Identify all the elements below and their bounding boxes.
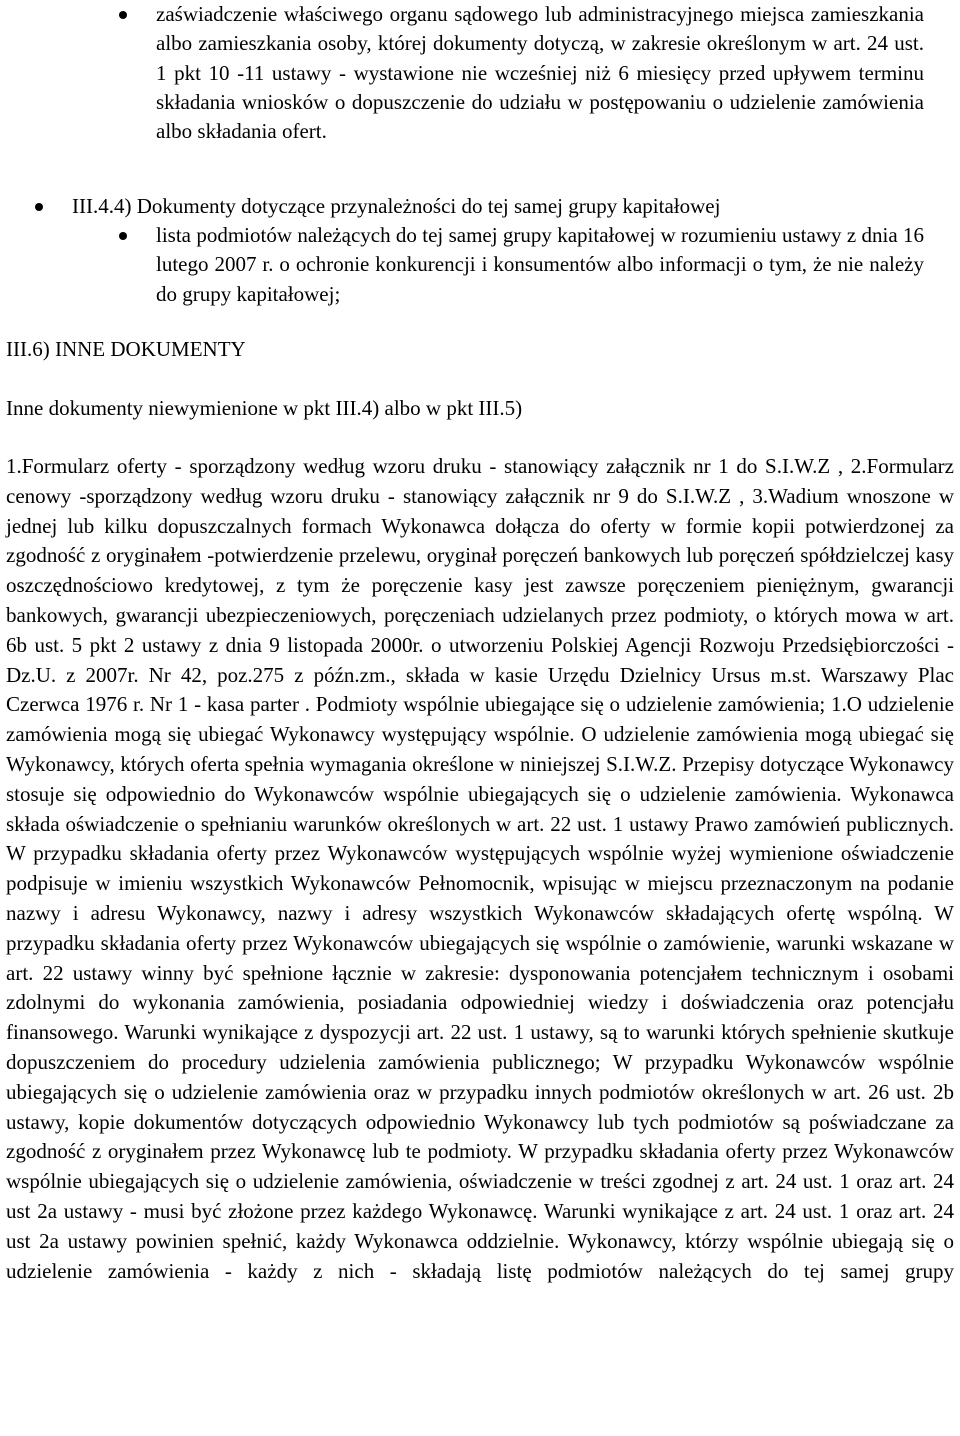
bullet-icon — [119, 11, 127, 19]
bullet-icon — [35, 203, 43, 211]
subheading-other-documents: Inne dokumenty niewymienione w pkt III.4) albo w pkt III.5) — [6, 396, 523, 420]
bullet-icon — [119, 232, 127, 240]
bullet-capital-group-list: lista podmiotów należących do tej samej grupy kapitałowej w rozumieniu ustawy z dnia 16 lutego 2007 r. o ochronie konkurencji i konsumentów albo informacji o tym, że nie należy do grupy kapitałowej; — [156, 223, 924, 306]
body-paragraph: 1.Formularz oferty - sporządzony według wzoru druku - stanowiący załącznik nr 1 do S.I.W.Z , 2.Formularz cenowy -sporządzony według wzoru druku - stanowiący załącznik nr 9 do S.I.W.Z , 3.Wadium wnoszone w jednej lub kilku dopuszczalnych formach Wykonawca dołącza do oferty w formie kopii potwierdzonej za zgodność z oryginałem -potwierdzenie przelewu, oryginał poręczeń bankowych lub poręczeń spółdzielczej kasy oszczędnościowo kredytowej, z tym że poręczenie kasy jest zawsze poręczeniem pieniężnym, gwarancji bankowych, gwarancji ubezpieczeniowych, poręczeniach udzielanych przez podmioty, o których mowa w art. 6b ust. 5 pkt 2 ustawy z dnia 9 listopada 2000r. o utworzeniu Polskiej Agencji Rozwoju Przedsiębiorczości -Dz.U. z 2007r. Nr 42, poz.275 z późn.zm., składa w kasie Urzędu Dzielnicy Ursus m.st. Warszawy Plac Czerwca 1976 r. Nr 1 - kasa parter . Podmioty wspólnie ubiegające się o udzielenie zamówienia; 1.O udzielenie zamówienia mogą się ubiegać Wykonawcy występujący wspólnie. O udzielenie zamówienia mogą ubiegać się Wykonawcy, których oferta spełnia wymagania określone w niniejszej S.I.W.Z. Przepisy dotyczące Wykonawcy stosuje się odpowiednio do Wykonawców wspólnie ubiegających się o udzielenie zamówienia. Wykonawca składa oświadczenie o spełnianiu warunków określonych w art. 22 ust. 1 ustawy Prawo zamówień publicznych. W przypadku składania oferty przez Wykonawców występujących wspólnie wyżej wymienione oświadczenie podpisuje w imieniu wszystkich Wykonawców Pełnomocnik, wpisując w miejscu przeznaczonym na podanie nazwy i adresu Wykonawcy, nazwy i adresy wszystkich Wykonawców składających ofertę wspólną. W przypadku składania oferty przez Wykonawców ubiegających się wspólnie o zamówienie, warunki wskazane w art. 22 ustawy winny być spełnione łącznie w zakresie: dysponowania potencjałem technicznym i osobami zdolnymi do wykonania zamówienia, posiadania odpowiedniej wiedzy i doświadczenia oraz potencjału finansowego. Warunki wynikające z dyspozycji art. 22 ust. 1 ustawy, są to warunki których spełnienie skutkuje dopuszczeniem do procedury udzielenia zamówienia publicznego; W przypadku Wykonawców wspólnie ubiegających się o udzielenie zamówienia oraz w przypadku innych podmiotów określonych w art. 26 ust. 2b ustawy, kopie dokumentów dotyczących odpowiednio Wykonawcy lub tych podmiotów są poświadczane za zgodność z oryginałem przez Wykonawcę lub te podmioty. W przypadku składania oferty przez Wykonawców wspólnie ubiegających się o udzielenie zamówienia, oświadczenie w treści zgodnej z art. 24 ust. 1 oraz art. 24 ust 2a ustawy - musi być złożone przez każdego Wykonawcę. Warunki wynikające z art. 24 ust. 1 oraz art. 24 ust 2a ustawy powinien spełnić, każdy Wykonawca oddzielnie. Wykonawcy, którzy wspólnie ubiegają się o udzielenie zamówienia - każdy z nich - składają listę podmiotów należących do tej samej grupy — [6, 454, 954, 1283]
section-heading-capital-group: III.4.4) Dokumenty dotyczące przynależności do tej samej grupy kapitałowej — [72, 194, 721, 218]
section-heading-other-documents: III.6) INNE DOKUMENTY — [6, 337, 246, 361]
bullet-certificate: zaświadczenie właściwego organu sądowego lub administracyjnego miejsca zamieszkania albo zamieszkania osoby, której dokumenty dotyczą, w zakresie określonym w art. 24 ust. 1 pkt 10 -11 ustawy - wystawione nie wcześniej niż 6 miesięcy przed upływem terminu składania wniosków o dopuszczenie do udziału w postępowaniu o udzielenie zamówienia albo składania ofert. — [156, 2, 924, 144]
